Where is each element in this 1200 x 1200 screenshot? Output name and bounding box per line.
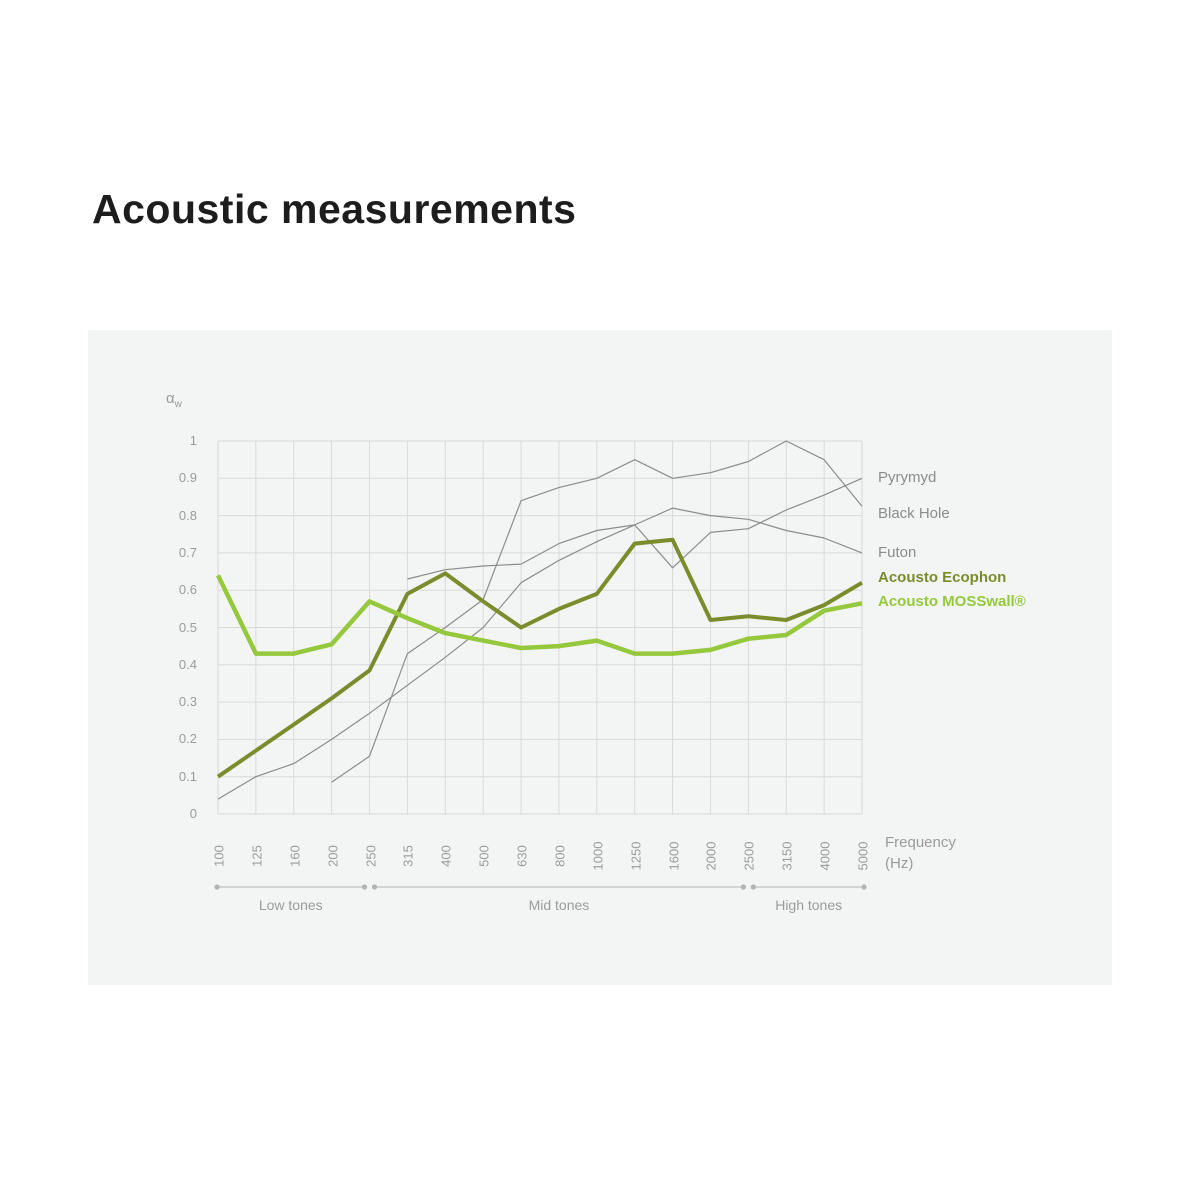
tone-range-label: Mid tones — [528, 897, 590, 913]
x-tick-label: 500 — [476, 845, 492, 867]
y-tick-label: 0.6 — [178, 582, 197, 598]
x-tick-label: 160 — [287, 845, 303, 867]
y-tick-label: 0.3 — [178, 694, 197, 710]
x-tick-label: 250 — [363, 845, 379, 867]
y-axis-title — [166, 390, 182, 410]
tone-range-label: Low tones — [258, 897, 323, 913]
x-tick-label: 125 — [249, 845, 265, 867]
x-tick-label: 4000 — [817, 841, 833, 871]
x-axis-title — [885, 832, 956, 874]
x-tick-label: 400 — [438, 845, 454, 867]
legend-item-pyrymyd: Pyrymyd — [878, 469, 937, 486]
x-tick-label: 2000 — [703, 841, 719, 871]
x-tick-label: 630 — [514, 845, 530, 867]
y-tick-label: 0.1 — [178, 768, 197, 784]
legend-item-acousto-mosswall-: Acousto MOSSwall® — [878, 593, 1026, 610]
y-tick-label: 1 — [189, 433, 197, 448]
legend-item-black-hole: Black Hole — [878, 505, 950, 522]
y-tick-label: 0 — [189, 806, 197, 821]
legend-item-acousto-ecophon: Acousto Ecophon — [878, 569, 1007, 586]
x-tick-label: 200 — [325, 845, 341, 867]
y-tick-label: 0.9 — [178, 470, 197, 486]
x-tick-label: 100 — [211, 845, 227, 867]
y-tick-label: 0.4 — [178, 656, 197, 672]
page-title: Acoustic measurements — [92, 186, 577, 232]
x-tick-label: 2500 — [741, 841, 757, 871]
x-tick-label: 1250 — [628, 841, 644, 871]
y-axis-symbol: α — [166, 390, 175, 407]
y-tick-label: 0.8 — [178, 507, 197, 523]
legend-item-futon: Futon — [878, 544, 917, 561]
y-tick-label: 0.2 — [178, 731, 197, 747]
x-axis-title-line2: (Hz) — [885, 855, 914, 872]
y-tick-label: 0.5 — [178, 619, 197, 635]
x-axis-title-line1: Frequency — [885, 834, 956, 851]
x-tick-label: 1600 — [666, 841, 682, 871]
y-tick-label: 0.7 — [178, 544, 197, 560]
x-tick-label: 1000 — [590, 841, 606, 871]
chart-panel — [88, 330, 1112, 985]
x-tick-label: 5000 — [855, 841, 871, 871]
tone-range-label: High tones — [775, 897, 843, 913]
x-tick-label: 3150 — [779, 841, 795, 871]
y-axis-symbol-sub: w — [174, 399, 182, 410]
x-tick-label: 315 — [400, 845, 416, 867]
x-tick-label: 800 — [552, 845, 568, 867]
